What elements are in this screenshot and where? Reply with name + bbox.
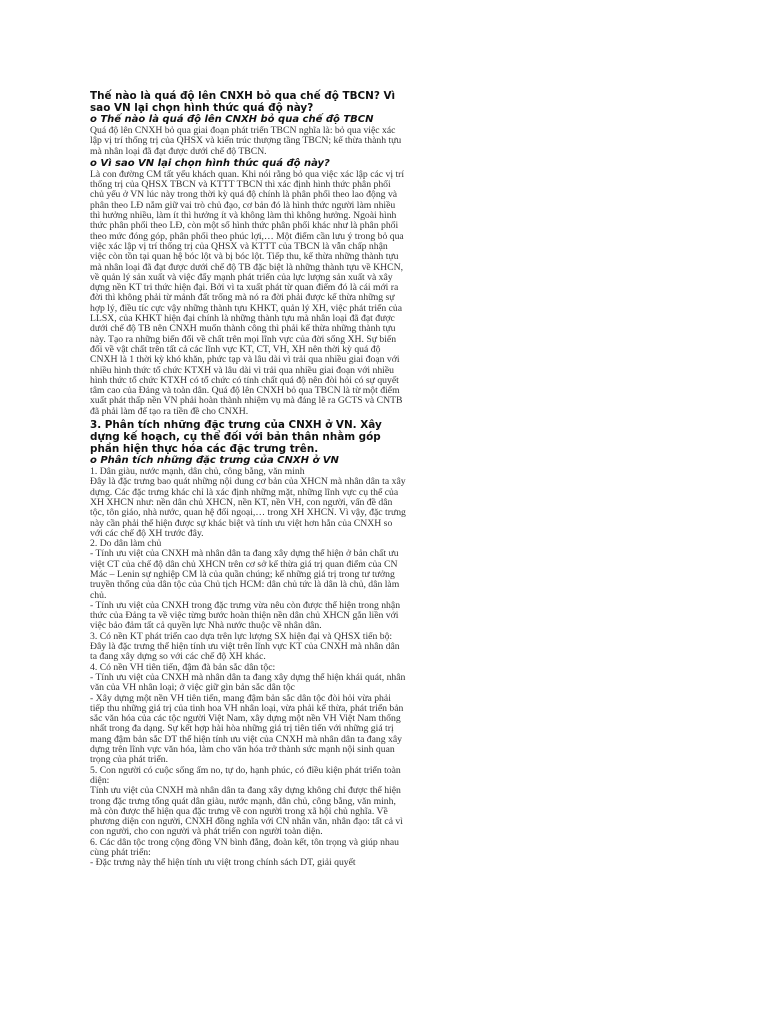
subheading-reason: o Vì sao VN lại chọn hình thức quá độ này?: [90, 157, 330, 169]
paragraph-definition: Quá độ lên CNXH bỏ qua giai đoạn phát triển TBCN nghĩa là: bỏ qua việc xác lập vị trí thống trị của QHSX và kiến trúc thượng tầng TBCN; kế thừa thành tựu mà nhân loại đã đạt được dưới chế độ TBCN.: [90, 125, 402, 157]
paragraph-reason: Là con đường CM tất yếu khách quan. Khi nói rằng bỏ qua việc xác lập các vị trí thống trị của QHSX TBCN và KTTT TBCN thì xác định hình thức phân phối chủ yếu ở VN lúc này trong thời kỳ quá độ chính là phân phối theo lao động và phân theo LĐ nắm giữ vai trò chủ đạo, cơ bản đó là hình thức người làm nhiều thì hưởng nhiều, làm ít thì hưởng ít và không làm thì không hưởng. Ngoài hình thức phân phối theo LĐ, còn một số hình thức phân phối khác như là phân phối theo mức đóng góp, phân phối theo phúc lợi,… Một điểm cần lưu ý trong bỏ qua việc xác lập vị trí thống trị của QHSX và KTTT của TBCN là vẫn chấp nhận việc còn tồn tại quan hệ bóc lột và bị bóc lột. Tiếp thu, kế thừa những thành tựu mà nhân loại đã đạt được dưới chế độ TB đặc biệt là những thành tựu về KHCN, về quản lý sản xuất và việc đẩy mạnh phát triển của lực lượng sản xuất và xây dựng nền KT tri thức hiện đại. Bởi vì ta xuất phát từ quan điểm đó là cái mới ra đời thì không phải từ mảnh đất trống mà nó ra đời phải được kế thừa những sự hợp lý, điều tíc cực vậy những thành tựu KHKT, quản lý XH, việc phát triển của LLSX, của KHKT hiện đại chính là những thành tựu mà nhân loại đã đạt được dưới chế độ TB nên CNXH muốn thành công thì phải kế thừa những thành tựu này. Tạo ra những biến đổi về chất trên mọi lĩnh vực của đời sống XH. Sự biến đổi về vật chất trên tất cả các lĩnh vực KT, CT, VH, XH nên thời kỳ quá độ CNXH là 1 thời kỳ khó khăn, phức tạp và lâu dài vì trải qua nhiều giai đoạn với nhiều hình thức tổ chức KTXH và lâu dài vì trải qua nhiều giai đoạn với nhiều hình thức tổ chức KTXH có tổ chức có tính chất quá độ nên đòi hỏi có sự quyết tâm cao của Đảng và toàn dân. Quá độ lên CNXH bỏ qua TBCN là từ một điểm xuất phát thấp nền VN phải hoàn thành nhiệm vụ mà đáng lẽ ra GCTS và CNTB đã phải làm để tạo ra tiền đề cho CNXH.: [90, 168, 405, 417]
subheading-definition: o Thế nào là quá độ lên CNXH bỏ qua chế độ TBCN: [90, 114, 374, 125]
question-heading-3: 3. Phân tích những đặc trưng của CNXH ở VN. Xây dựng kế hoạch, cụ thể đối với bản thân nhằm góp phần hiện thực hóa các đặc trưng trên.: [90, 419, 382, 456]
subheading-characteristics: o Phân tích những đặc trưng của CNXH ở VN: [90, 455, 339, 467]
paragraph-characteristics: 1. Dân giàu, nước mạnh, dân chủ, công bằng, văn minh Đây là đặc trưng bao quát những nội dung cơ bản của XHCN mà nhân dân ta xây dựng. Các đặc trưng khác chỉ là xác định những mặt, những lĩnh vực cụ thể của XH XHCN như: nền dân chủ XHCN, nền KT, nền VH, con người, vấn đề dân tộc, tôn giáo, nhà nước, quan hệ đối ngoại,… trong XH XHCN. Vì vậy, đặc trưng này cần phải thể hiện được sự khác biệt và tính ưu việt hơn hẳn của CNXH so với các chế độ XH trước đây. 2. Do dân làm chủ - Tính ưu việt của CNXH mà nhân dân ta đang xây dựng thể hiện ở bản chất ưu việt CT của chế độ dân chủ XHCN trên cơ sở kế thừa giá trị quan điểm của CN Mác – Lenin sự nghiệp CM là của quần chúng; kế những giá trị trong tư tưởng truyền thống của dân tộc của Chủ tịch HCM: dân chủ tức là dân là chủ, dân làm chủ. - Tính ưu việt của CNXH trong đặc trưng vừa nêu còn được thể hiện trong nhận thức của Đảng ta về việc từng bước hoàn thiện nền dân chủ XHCN gắn liền với việc bảo đảm tất cả quyền lực Nhà nước thuộc về nhân dân. 3. Có nền KT phát triển cao dựa trên lực lượng SX hiện đại và QHSX tiến bộ: Đây là đặc trưng thể hiện tính ưu việt trên lĩnh vực KT của CNXH mà nhân dân ta đang xây dựng so với các chế độ XH khác. 4. Có nền VH tiên tiến, đậm đà bản sắc dân tộc: - Tính ưu việt của CNXH mà nhân dân ta đang xây dựng thể hiện khái quát, nhân văn của VH nhân loại; ở việc giữ gìn bản sắc dân tộc - Xây dựng một nền VH tiên tiến, mang đậm bản sắc dân tộc đòi hỏi vừa phải tiếp thu những giá trị của tinh hoa VH nhân loại, vừa phải kế thừa, phát triển bản sắc văn hóa của các tộc người Việt Nam, xây dựng một nền VH Việt Nam thống nhất trong đa dạng. Sự kết hợp hài hòa những giá trị tiên tiến với những giá trị mang đậm bản sắc DT thể hiện tính ưu việt của CNXH mà nhân dân ta đang xây dựng trên lĩnh vực văn hóa, làm cho văn hóa trở thành sức mạnh nội sinh quan trọng của phát triển. 5. Con người có cuộc sống ấm no, tự do, hạnh phúc, có điều kiện phát triển toàn diện: Tính ưu việt của CNXH mà nhân dân ta đang xây dựng không chỉ được thể hiện trong đặc trưng tổng quát dân giàu, nước mạnh, dân chủ, công bằng, văn minh, mà còn được thể hiện qua đặc trưng về con người trong xã hội chủ nghĩa. Về phương diện con người, CNXH đồng nghĩa với CN nhân văn, nhân đạo: tất cả vì con người, cho con người và phát triển con người toàn diện. 6. Các dân tộc trong cộng đồng VN bình đẳng, đoàn kết, tôn trọng và giúp nhau cùng phát triển: - Đặc trưng này thể hiện tính ưu việt trong chính sách DT, giải quyết: [90, 466, 406, 869]
document-page: [90, 90, 406, 870]
question-heading: Thế nào là quá độ lên CNXH bỏ qua chế độ TBCN? Vì sao VN lại chọn hình thức quá độ này?: [90, 90, 396, 114]
